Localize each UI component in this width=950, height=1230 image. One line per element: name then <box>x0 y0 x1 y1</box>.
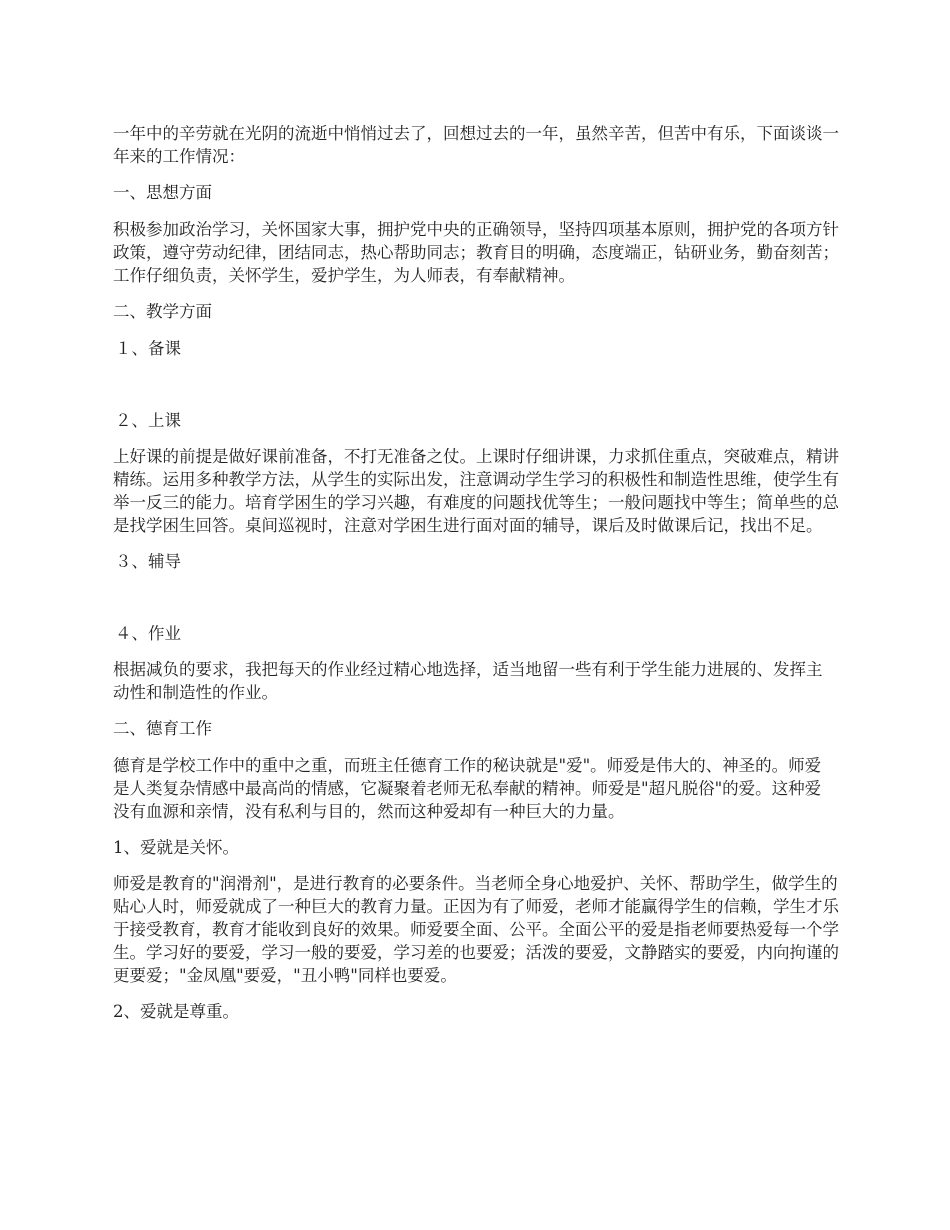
section-heading-moral: 二、德育工作 <box>113 719 212 738</box>
point-love-is-care: 1、爱就是关怀。 <box>113 838 239 857</box>
homework-paragraph: 根据减负的要求，我把每天的作业经过精心地选择，适当地留一些有利于学生能力进展的、发挥主动性和制造性的作业。 <box>113 660 823 702</box>
point-love-is-respect: 2、爱就是尊重。 <box>113 1002 239 1021</box>
blank-space <box>113 373 843 409</box>
section-heading-teaching: 二、教学方面 <box>113 302 212 321</box>
intro-paragraph: 一年中的辛劳就在光阴的流逝中悄悄过去了，回想过去的一年，虽然辛苦，但苦中有乐，下面谈谈一年来的工作情况： <box>113 124 839 166</box>
subheading-homework: ４、作业 <box>115 624 181 643</box>
document-body <box>113 122 843 1036</box>
moral-paragraph: 德育是学校工作中的重中之重，而班主任德育工作的秘诀就是"爱"。师爱是伟大的、神圣的。师爱是人类复杂情感中最高尚的情感，它凝聚着老师无私奉献的精神。师爱是"超凡脱俗"的爱。这种爱没有血源和亲情，没有私利与目的，然而这种爱却有一种巨大的力量。 <box>113 756 822 821</box>
section-heading-ideology: 一、思想方面 <box>113 183 212 202</box>
subheading-class: ２、上课 <box>115 411 181 430</box>
blank-space <box>113 586 843 622</box>
subheading-tutoring: ３、辅导 <box>115 552 181 571</box>
subheading-lesson-prep: １、备课 <box>115 339 181 358</box>
care-paragraph: 师爱是教育的"润滑剂"，是进行教育的必要条件。当老师全身心地爱护、关怀、帮助学生，做学生的贴心人时，师爱就成了一种巨大的教育力量。正因为有了师爱，老师才能赢得学生的信赖，学生才乐于接受教育，教育才能收到良好的效果。师爱要全面、公平。全面公平的爱是指老师要热爱每一个学生。学习好的要爱，学习一般的要爱，学习差的也要爱；活泼的要爱，文静踏实的要爱，内向拘谨的更要爱；"金凤凰"要爱，"丑小鸭"同样也要爱。 <box>113 874 839 985</box>
ideology-paragraph: 积极参加政治学习，关怀国家大事，拥护党中央的正确领导，坚持四项基本原则，拥护党的各项方针政策，遵守劳动纪律，团结同志，热心帮助同志；教育目的明确，态度端正，钻研业务，勤奋刻苦；工作仔细负责，关怀学生，爱护学生，为人师表，有奉献精神。 <box>113 220 839 285</box>
class-paragraph: 上好课的前提是做好课前准备，不打无准备之仗。上课时仔细讲课，力求抓住重点，突破难点，精讲精练。运用多种教学方法，从学生的实际出发，注意调动学生学习的积极性和制造性思维，使学生有举一反三的能力。培育学困生的学习兴趣，有难度的问题找优等生；一般问题找中等生；简单些的总是找学困生回答。桌间巡视时，注意对学困生进行面对面的辅导，课后及时做课后记，找出不足。 <box>113 447 839 535</box>
